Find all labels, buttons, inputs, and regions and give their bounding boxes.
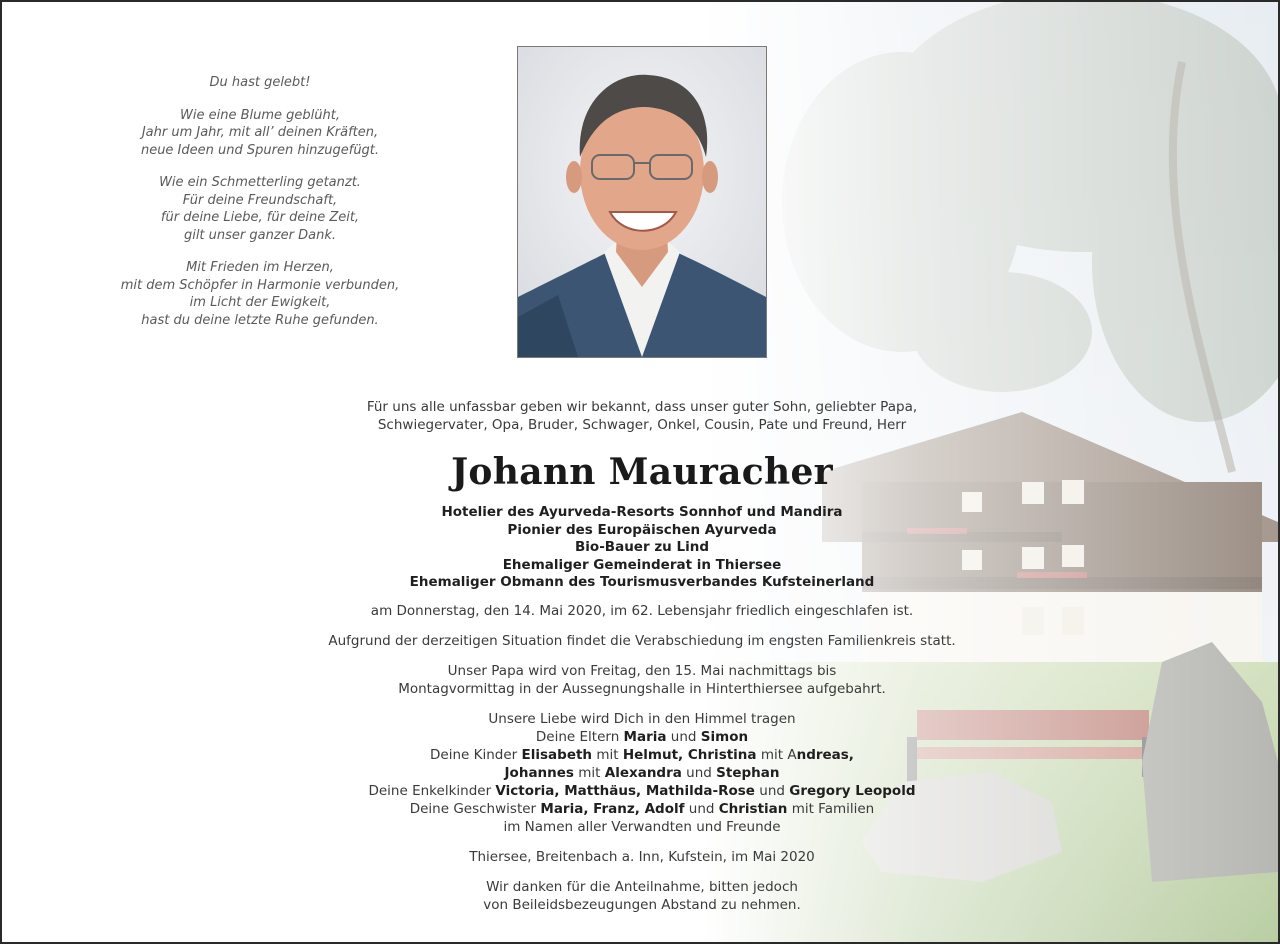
poem-stanza: Mit Frieden im Herzen, mit dem Schöpfer in Harmonie verbunden, im Licht der Ewigkeit, hast du deine letzte Ruhe gefunden. <box>120 260 400 328</box>
grandchildren-prefix: Deine Enkelkinder <box>368 782 492 799</box>
conjunction: und <box>688 800 715 817</box>
parent-name: Simon <box>700 728 749 745</box>
child-name: Johannes <box>504 764 574 781</box>
poem-stanza: Wie ein Schmetterling getanzt. Für deine Freundschaft, für deine Liebe, für deine Zeit, gilt unser ganzer Dank. <box>159 175 361 243</box>
siblings-line <box>302 800 982 818</box>
partner-name: ndreas, <box>796 746 854 763</box>
obituary-text <box>302 398 982 926</box>
title-line: Ehemaliger Obmann des Tourismusverbandes Kufsteinerland <box>409 574 875 590</box>
viewing-line-1: Unser Papa wird von Freitag, den 15. Mai nachmittags bis <box>447 662 837 679</box>
thanks-note <box>302 878 982 914</box>
intro-line-2: Schwiegervater, Opa, Bruder, Schwager, Onkel, Cousin, Pate und Freund, Herr <box>377 417 907 433</box>
grandchild-name: Gregory Leopold <box>789 782 916 799</box>
siblings-suffix: mit Familien <box>791 800 875 817</box>
children-line <box>302 746 982 764</box>
conjunction: mit <box>578 764 601 781</box>
title-line: Pionier des Europäischen Ayurveda <box>507 521 777 538</box>
partner-name: Alexandra <box>604 764 682 781</box>
child-names: Helmut, Christina <box>622 746 757 763</box>
conjunction: und <box>670 728 697 745</box>
poem-stanza: Du hast gelebt! <box>209 75 311 90</box>
siblings-names: Maria, Franz, Adolf <box>540 800 685 817</box>
child-name: Elisabeth <box>521 746 593 763</box>
conjunction: und <box>759 782 785 799</box>
portrait-illustration <box>518 47 766 357</box>
intro-text <box>302 398 982 434</box>
mourners-block <box>302 710 982 836</box>
partner-initial: A <box>787 746 797 763</box>
conjunction: und <box>686 764 712 781</box>
grandchildren-names: Victoria, Matthäus, Mathilda-Rose <box>495 782 755 799</box>
relatives-line: im Namen aller Verwandten und Freunde <box>503 818 781 835</box>
mourners-heading: Unsere Liebe wird Dich in den Himmel tragen <box>488 710 796 727</box>
title-line: Ehemaliger Gemeinderat in Thiersee <box>502 556 782 573</box>
thanks-line-1: Wir danken für die Anteilnahme, bitten jedoch <box>486 878 798 895</box>
parent-name: Maria <box>623 728 667 745</box>
intro-line-1: Für uns alle unfassbar geben wir bekannt, dass unser guter Sohn, geliebter Papa, <box>366 399 918 415</box>
death-notice: am Donnerstag, den 14. Mai 2020, im 62. Lebensjahr friedlich eingeschlafen ist. <box>370 602 914 619</box>
children-line-2 <box>302 764 982 782</box>
grandchildren-line <box>302 782 982 800</box>
title-line: Bio-Bauer zu Lind <box>575 539 709 555</box>
farewell-notice: Aufgrund der derzeitigen Situation findet die Verabschiedung im engsten Familienkreis statt. <box>328 632 956 649</box>
poem-stanza: Wie eine Blume geblüht, Jahr um Jahr, mit all’ deinen Kräften, neue Ideen und Spuren hinzugefügt. <box>140 107 380 158</box>
deceased-name: Johann Mauracher <box>451 451 833 493</box>
conjunction: mit <box>596 746 619 763</box>
title-line: Hotelier des Ayurveda-Resorts Sonnhof und Mandira <box>441 504 843 520</box>
thanks-line-2: von Beileidsbezeugungen Abstand zu nehmen. <box>483 896 801 913</box>
viewing-line-2: Montagvormittag in der Aussegnungshalle in Hinterthiersee aufgebahrt. <box>398 680 886 697</box>
viewing-notice <box>302 662 982 698</box>
parents-line <box>302 728 982 746</box>
portrait-photo <box>517 46 767 358</box>
parents-prefix: Deine Eltern <box>535 728 620 745</box>
conjunction: mit <box>760 746 784 763</box>
place-date: Thiersee, Breitenbach a. Inn, Kufstein, im Mai 2020 <box>469 848 815 865</box>
poem <box>100 74 420 344</box>
children-prefix: Deine Kinder <box>430 746 518 763</box>
child-name: Stephan <box>716 764 780 781</box>
titles-list <box>302 504 982 592</box>
sibling-name: Christian <box>718 800 788 817</box>
siblings-prefix: Deine Geschwister <box>409 800 537 817</box>
